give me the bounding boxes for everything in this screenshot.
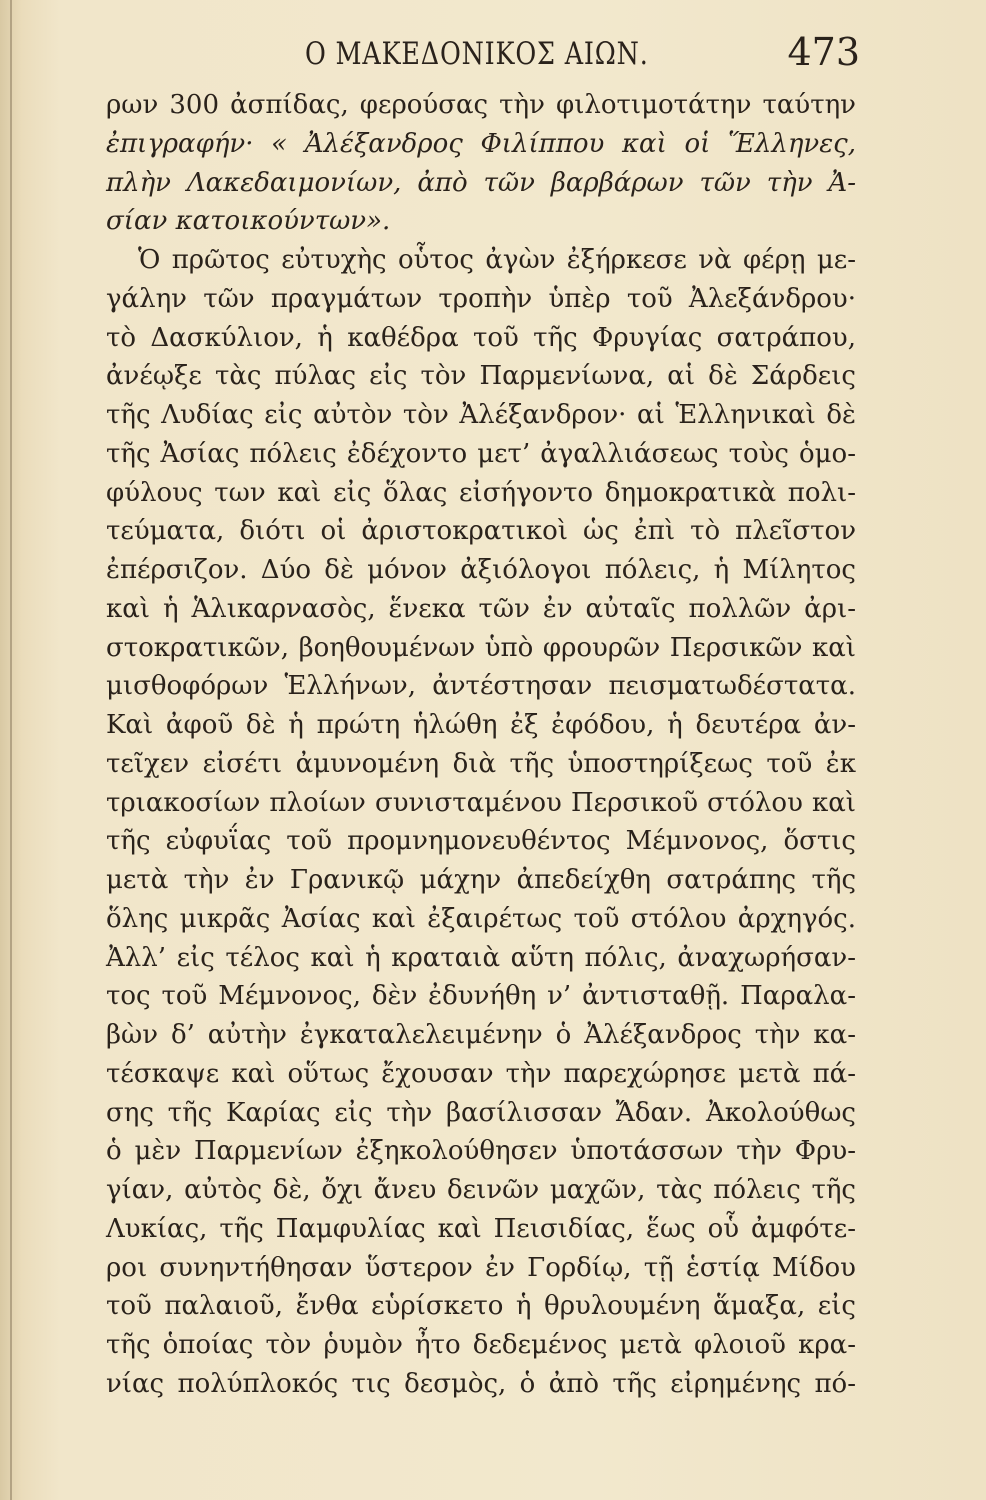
text-line: βὼν δ’ αὐτὴν ἐγκαταλελειμένην ὁ Ἀλέξανδρος τὴν κα- (106, 1020, 856, 1050)
text-line: ρων 300 ἀσπίδας, φερούσας τὴν φιλοτιμοτάτην ταύτην (106, 90, 856, 120)
text-line: ἐπέρσιζον. Δύο δὲ μόνον ἀξιόλογοι πόλεις, ἡ Μίλητος (106, 555, 856, 585)
text-line: στοκρατικῶν, βοηθουμένων ὑπὸ φρουρῶν Περσικῶν καὶ (106, 632, 856, 663)
text-line: ὅλης μικρᾶς Ἀσίας καὶ ἐξαιρέτως τοῦ στόλου ἀρχηγός. (106, 903, 856, 934)
binding-gutter (10, 0, 12, 1500)
text-line: Λυκίας, τῆς Παμφυλίας καὶ Πεισιδίας, ἕως οὗ ἀμφότε- (106, 1213, 856, 1244)
text-line: τὸ Δασκύλιον, ἡ καθέδρα τοῦ τῆς Φρυγίας σατράπου, (106, 322, 856, 353)
text-line: καὶ ἡ Ἁλικαρνασὸς, ἕνεκα τῶν ἐν αὐταῖς πολλῶν ἀρι- (106, 593, 856, 624)
text-line: νίας πολύπλοκός τις δεσμὸς, ὁ ἀπὸ τῆς εἰρημένης πό- (106, 1368, 856, 1399)
text-line: τῆς Λυδίας εἰς αὐτὸν τὸν Ἀλέξανδρον· αἱ Ἑλληνικαὶ δὲ (106, 400, 856, 430)
text-line: τος τοῦ Μέμνονος, δὲν ἐδυνήθη ν’ ἀντισταθῇ. Παραλα- (106, 981, 856, 1012)
running-title: Ο ΜΑΚΕΔΟΝΙΚΟΣ ΑΙΩΝ. (305, 36, 649, 72)
text-line: ἀνέῳξε τὰς πύλας εἰς τὸν Παρμενίωνα, αἱ δὲ Σάρδεις (106, 361, 856, 392)
body-text (106, 86, 856, 1404)
text-line: τοῦ παλαιοῦ, ἔνθα εὑρίσκετο ἡ θρυλουμένη ἅμαξα, εἰς (106, 1291, 856, 1322)
text-line: τριακοσίων πλοίων συνισταμένου Περσικοῦ στόλου καὶ (106, 787, 856, 818)
text-line: Ἀλλ’ εἰς τέλος καὶ ἡ κραταιὰ αὕτη πόλις, ἀναχωρήσαν- (106, 942, 856, 973)
text-line: ὁ μὲν Παρμενίων ἐξηκολούθησεν ὑποτάσσων τὴν Φρυ- (106, 1136, 856, 1167)
text-line: ἐπιγραφήν· « Ἀλέξανδρος Φιλίππου καὶ οἱ Ἕλληνες, (106, 128, 856, 159)
text-line: τεῖχεν εἰσέτι ἀμυνομένη διὰ τῆς ὑποστηρίξεως τοῦ ἐκ (106, 748, 856, 779)
text-line: ροι συνηντήθησαν ὕστερον ἐν Γορδίῳ, τῇ ἑστίᾳ Μίδου (106, 1252, 856, 1283)
text-line: Ὁ πρῶτος εὐτυχὴς οὗτος ἀγὼν ἐξήρκεσε νὰ φέρῃ με- (138, 245, 856, 275)
page-header (100, 30, 860, 80)
text-line: τῆς εὐφυΐας τοῦ προμνημονευθέντος Μέμνονος, ὅστις (106, 826, 856, 857)
text-line: μετὰ τὴν ἐν Γρανικῷ μάχην ἀπεδείχθη σατράπης τῆς (106, 865, 856, 895)
text-line: τῆς Ἀσίας πόλεις ἐδέχοντο μετ’ ἀγαλλιάσεως τοὺς ὁμο- (106, 438, 856, 469)
text-line: γίαν, αὐτὸς δὲ, ὄχι ἄνευ δεινῶν μαχῶν, τὰς πόλεις τῆς (106, 1175, 856, 1205)
text-line: τέσκαψε καὶ οὕτως ἔχουσαν τὴν παρεχώρησε μετὰ πά- (106, 1058, 856, 1089)
text-line: τεύματα, διότι οἱ ἀριστοκρατικοὶ ὡς ἐπὶ τὸ πλεῖστον (106, 516, 856, 547)
text-line: Καὶ ἀφοῦ δὲ ἡ πρώτη ἡλώθη ἐξ ἐφόδου, ἡ δευτέρα ἀν- (106, 710, 856, 740)
text-line: σης τῆς Καρίας εἰς τὴν βασίλισσαν Ἄδαν. Ἀκολούθως (106, 1097, 856, 1128)
text-line: πλὴν Λακεδαιμονίων, ἀπὸ τῶν βαρβάρων τῶν τὴν Ἀ- (106, 167, 856, 198)
text-line: σίαν κατοικούντων». (106, 206, 391, 237)
text-line: τῆς ὁποίας τὸν ῥυμὸν ἦτο δεδεμένος μετὰ φλοιοῦ κρα- (106, 1330, 856, 1360)
page-number: 473 (787, 30, 860, 74)
text-line: φύλους των καὶ εἰς ὅλας εἰσήγοντο δημοκρατικὰ πολι- (106, 477, 856, 508)
text-line: γάλην τῶν πραγμάτων τροπὴν ὑπὲρ τοῦ Ἀλεξάνδρου· (106, 283, 856, 314)
text-line: μισθοφόρων Ἑλλήνων, ἀντέστησαν πεισματωδέστατα. (106, 671, 856, 702)
